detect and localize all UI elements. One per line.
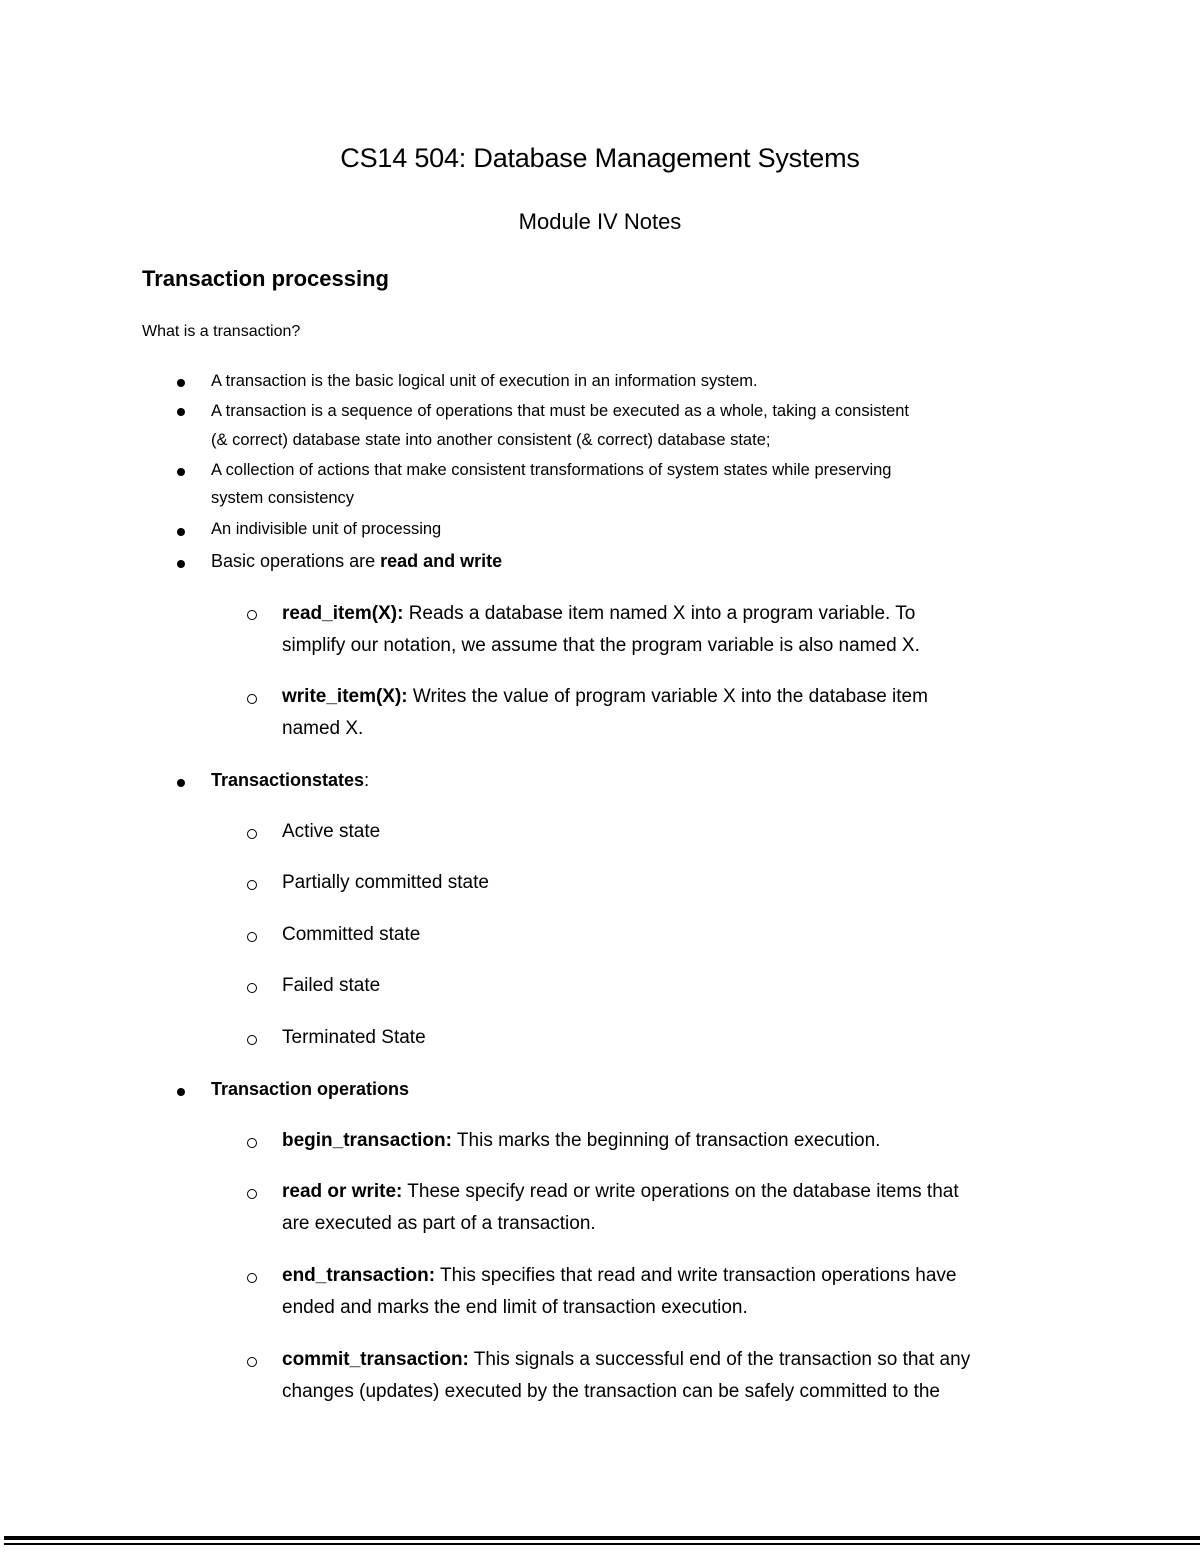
operation-item: read or write: These specify read or write operations on the database items that: [282, 1181, 959, 1202]
sub-bullet-circle-icon: [247, 610, 257, 620]
op-item-continued: simplify our notation, we assume that the program variable is also named X.: [282, 635, 920, 656]
bullet-dot-icon: [177, 468, 185, 476]
definition-item: A transaction is a sequence of operations that must be executed as a whole, taking a consistent: [211, 402, 910, 420]
sub-bullet-circle-icon: [247, 983, 257, 993]
question-text: What is a transaction?: [142, 323, 301, 340]
sub-bullet-circle-icon: [247, 694, 257, 704]
sub-bullet-circle-icon: [247, 1357, 257, 1367]
page-title: CS14 504: Database Management Systems: [340, 143, 860, 173]
footer-rule-thick: [4, 1536, 1200, 1540]
operation-item-continued: ended and marks the end limit of transaction execution.: [282, 1297, 748, 1318]
state-item: Partially committed state: [282, 872, 489, 893]
bullet-dot-icon: [177, 1088, 185, 1096]
bullet-dot-icon: [177, 528, 185, 536]
states-heading: Transactionstates:: [211, 770, 370, 790]
op-item-continued: named X.: [282, 718, 364, 739]
bullet-dot-icon: [177, 379, 185, 387]
state-item: Committed state: [282, 924, 421, 945]
operation-item: end_transaction: This specifies that read and write transaction operations have: [282, 1265, 957, 1286]
operation-item: begin_transaction: This marks the beginning of transaction execution.: [282, 1130, 881, 1151]
state-item: Terminated State: [282, 1027, 426, 1048]
op-item: read_item(X): Reads a database item named X into a program variable. To: [282, 603, 916, 624]
sub-bullet-circle-icon: [247, 932, 257, 942]
operation-item-continued: are executed as part of a transaction.: [282, 1213, 596, 1234]
section-heading: Transaction processing: [142, 266, 389, 291]
operations-heading: Transaction operations: [211, 1079, 410, 1099]
definition-item-continued: system consistency: [211, 489, 355, 507]
sub-bullet-circle-icon: [247, 1035, 257, 1045]
sub-bullet-circle-icon: [247, 1138, 257, 1148]
definition-item: An indivisible unit of processing: [211, 520, 442, 538]
definition-item: A transaction is the basic logical unit of execution in an information system.: [211, 372, 758, 390]
sub-bullet-circle-icon: [247, 1189, 257, 1199]
definition-item-continued: (& correct) database state into another consistent (& correct) database state;: [211, 431, 771, 449]
bullet-dot-icon: [177, 779, 185, 787]
bullet-dot-icon: [177, 560, 185, 568]
state-item: Active state: [282, 821, 381, 842]
op-item: write_item(X): Writes the value of program variable X into the database item: [282, 686, 928, 707]
sub-bullet-circle-icon: [247, 1273, 257, 1283]
definition-item: A collection of actions that make consistent transformations of system states while preserving: [211, 461, 892, 479]
state-item: Failed state: [282, 975, 381, 996]
footer-rule-thin: [4, 1543, 1200, 1545]
operation-item-continued: changes (updates) executed by the transaction can be safely committed to the: [282, 1381, 940, 1402]
sub-bullet-circle-icon: [247, 829, 257, 839]
sub-bullet-circle-icon: [247, 880, 257, 890]
page-subtitle: Module IV Notes: [518, 209, 682, 234]
bullet-dot-icon: [177, 408, 185, 416]
operation-item: commit_transaction: This signals a successful end of the transaction so that any: [282, 1349, 971, 1370]
basic-ops-heading: Basic operations are read and write: [211, 551, 503, 571]
